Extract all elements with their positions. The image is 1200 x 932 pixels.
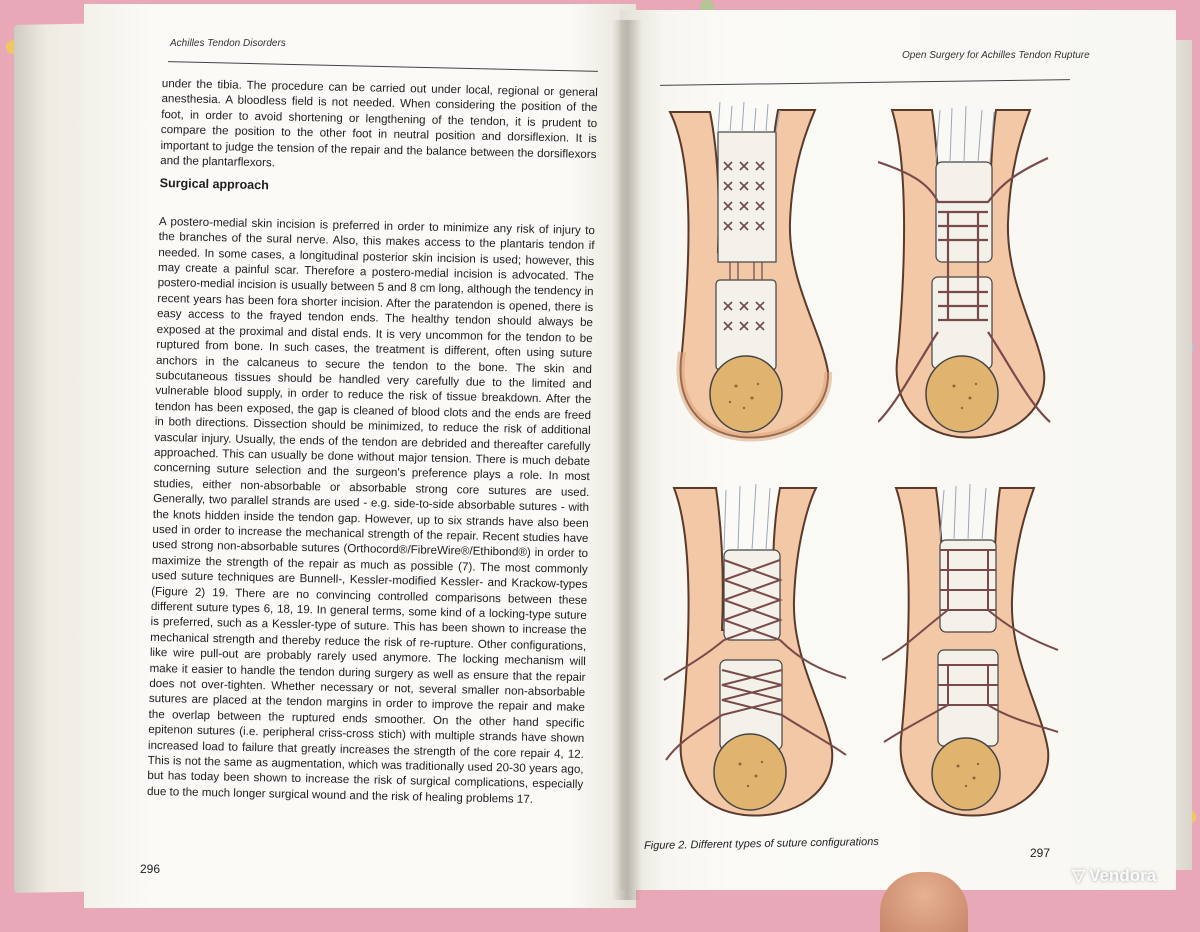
- section-heading: Surgical approach: [159, 176, 269, 193]
- figure-panel-bunnell: [660, 102, 840, 442]
- book-gutter-shadow: [612, 20, 642, 900]
- header-rule: [660, 79, 1070, 86]
- vendora-logo-icon: ▽: [1072, 866, 1086, 885]
- intro-paragraph: under the tibia. The procedure can be carried out under local, regional or general anesthesia. A bloodless field is not needed. When considering the position of the foot, in order to avoid shortening or lengthening of the tendon, it is prudent to compare the position to the other foot in neutral position and dorsiflexion. It is important to judge the tension of the repair and the balance between the dorsiflexors and the plantarflexors.: [160, 76, 598, 170]
- figure-panel-kessler: [878, 102, 1058, 442]
- watermark-text: Vendora: [1089, 866, 1157, 885]
- left-body-text: [147, 76, 598, 816]
- figure-caption: Figure 2. Different types of suture configurations: [643, 835, 879, 853]
- left-running-head: Achilles Tendon Disorders: [170, 38, 286, 49]
- right-page: [620, 10, 1176, 890]
- left-page: [84, 4, 636, 908]
- figure-panel-krackow: [660, 480, 850, 820]
- right-page-number: 297: [1030, 846, 1051, 860]
- left-page-number: 296: [140, 862, 161, 876]
- body-paragraph: A postero-medial skin incision is preferred in order to minimize any risk of injury to the branches of the sural nerve. Also, this makes access to the plantaris tendon if needed. In some cases, a longitudinal posterior skin incision is used; however, this may create a painful scar. Therefore a postero-medial incision is advocated. The postero-medial incision is usually between 5 and 8 cm long, although the tendency in recent years has been fora shorter incision. After the paratendon is opened, there is easy access to the frayed tendon ends. The healthy tendon should always be exposed at the proximal and distal ends. It is very uncommon for the tendon to be ruptured from bone. In such cases, the treatment is different, often using suture anchors in the calcaneus to secure the tendon to the bone. The skin and subcutaneous tissues should be handled very carefully due to the limited and vulnerable blood supply, in order to reduce the risk of tissue breakdown. After the tendon has been exposed, the gap is cleaned of blood clots and the ends are freed in both directions. Dissection should be minimized, to reduce the risk of additional vascular injury. Usually, the ends of the tendon are debrided and thereafter carefully approached. This can usually be done without major tension. There is much debate concerning suture selection and the surgeon's preference plays a role. In most studies, either non-absorbable or absorbable strong core sutures are used. Generally, two parallel strands are used - e.g. side-to-side absorbable sutures - with the knots hidden inside the tendon gap. However, up to six strands have also been used in order to increase the mechanical strength of the repair. Recent studies have used strong non-absorbable sutures (Orthocord®/FibreWire®/Ethibond®) in order to maximize the strength of the repair as much as possible (7). The most commonly used suture techniques are Bunnell-, Kessler-modified Kessler- and Krackow-types (Figure 2) 19. There are no convincing controlled comparisons between these different suture types 6, 18, 19. In general terms, some kind of a locking-type suture is preferred, such as a Kessler-type of suture. This has been shown to increase the mechanical strength and thereby reduce the risk of re-rupture. Other configurations, like wire pull-out are probably rarely used anymore. The locking mechanism will make it easier to handle the tendon during surgery as well as ensure that the repair does not over-tighten. Whether necessary or not, several smaller non-absorbable sutures are placed at the tendon margins in order to improve the repair and make the overlap between the ruptured ends smoother. On the other hand specific epitenon sutures (i.e. peripheral criss-cross stich) with multiple strands have shown increased load to failure that greatly increases the strength of the core repair 4, 12. This is not the same as augmentation, which was traditionally used 20-30 years ago, but has today been shown to increase the risk of surgical complications, especially due to the much longer surgical wound and the risk of healing problems 17.: [146, 214, 595, 806]
- right-running-head: Open Surgery for Achilles Tendon Rupture: [902, 50, 1090, 61]
- watermark: [1072, 866, 1156, 886]
- figure-panel-modified-kessler: [882, 480, 1062, 820]
- header-rule: [168, 61, 598, 72]
